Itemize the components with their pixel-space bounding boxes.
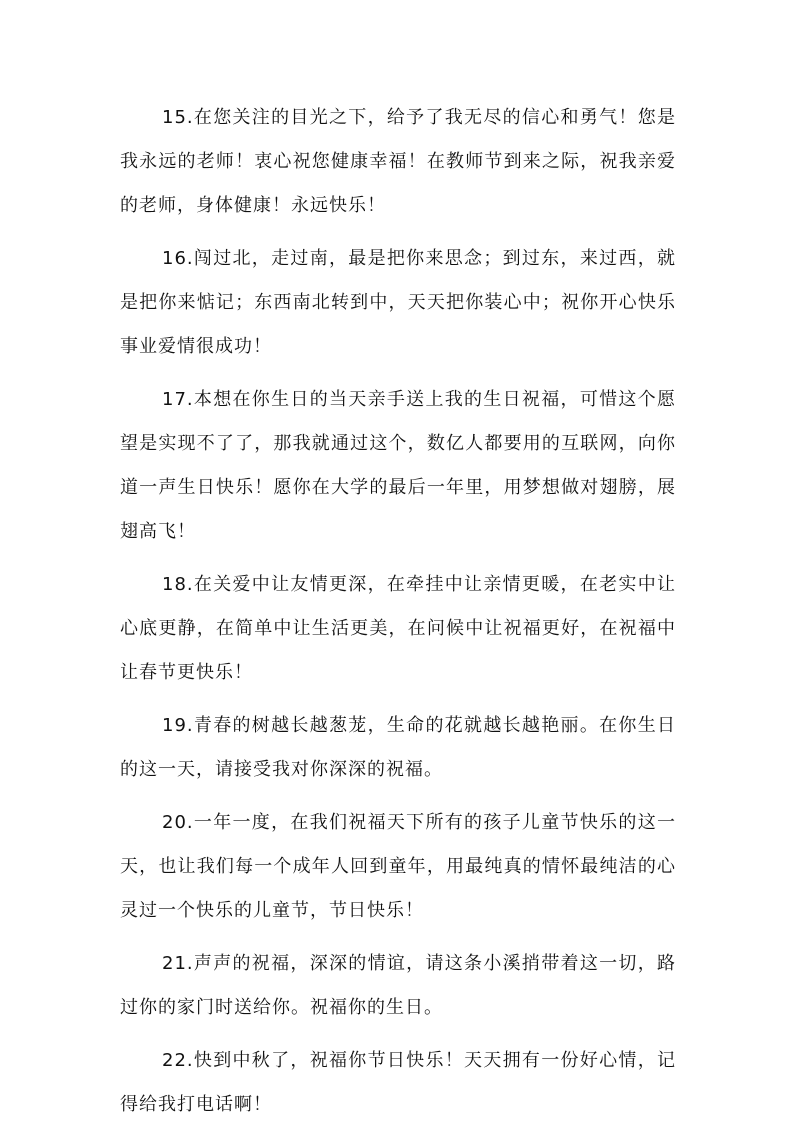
paragraph-20: 20.一年一度，在我们祝福天下所有的孩子儿童节快乐的这一天，也让我们每一个成年人回到童年，用最纯真的情怀最纯洁的心灵过一个快乐的儿童节，节日快乐！ <box>120 812 676 921</box>
paragraph-21: 21.声声的祝福，深深的情谊，请这条小溪捎带着这一切，路过你的家门时送给你。祝福你的生日。 <box>120 953 676 1018</box>
paragraph-17: 17.本想在你生日的当天亲手送上我的生日祝福，可惜这个愿望是实现不了了，那我就通过这个，数亿人都要用的互联网，向你道一声生日快乐！愿你在大学的最后一年里，用梦想做对翅膀，展翅高飞！ <box>120 389 676 542</box>
paragraph-15: 15.在您关注的目光之下，给予了我无尽的信心和勇气！您是我永远的老师！衷心祝您健康幸福！在教师节到来之际，祝我亲爱的老师，身体健康！永远快乐！ <box>120 107 676 216</box>
paragraph-19: 19.青春的树越长越葱茏，生命的花就越长越艳丽。在你生日的这一天，请接受我对你深深的祝福。 <box>120 715 676 780</box>
paragraph-22: 22.快到中秋了，祝福你节日快乐！天天拥有一份好心情，记得给我打电话啊！ <box>120 1050 676 1115</box>
paragraph-18: 18.在关爱中让友情更深，在牵挂中让亲情更暖，在老实中让心底更静，在简单中让生活更美，在问候中让祝福更好，在祝福中让春节更快乐！ <box>120 574 676 683</box>
paragraph-16: 16.闯过北，走过南，最是把你来思念；到过东，来过西，就是把你来惦记；东西南北转到中，天天把你装心中；祝你开心快乐事业爱情很成功！ <box>120 248 676 357</box>
document-body <box>120 96 676 1136</box>
